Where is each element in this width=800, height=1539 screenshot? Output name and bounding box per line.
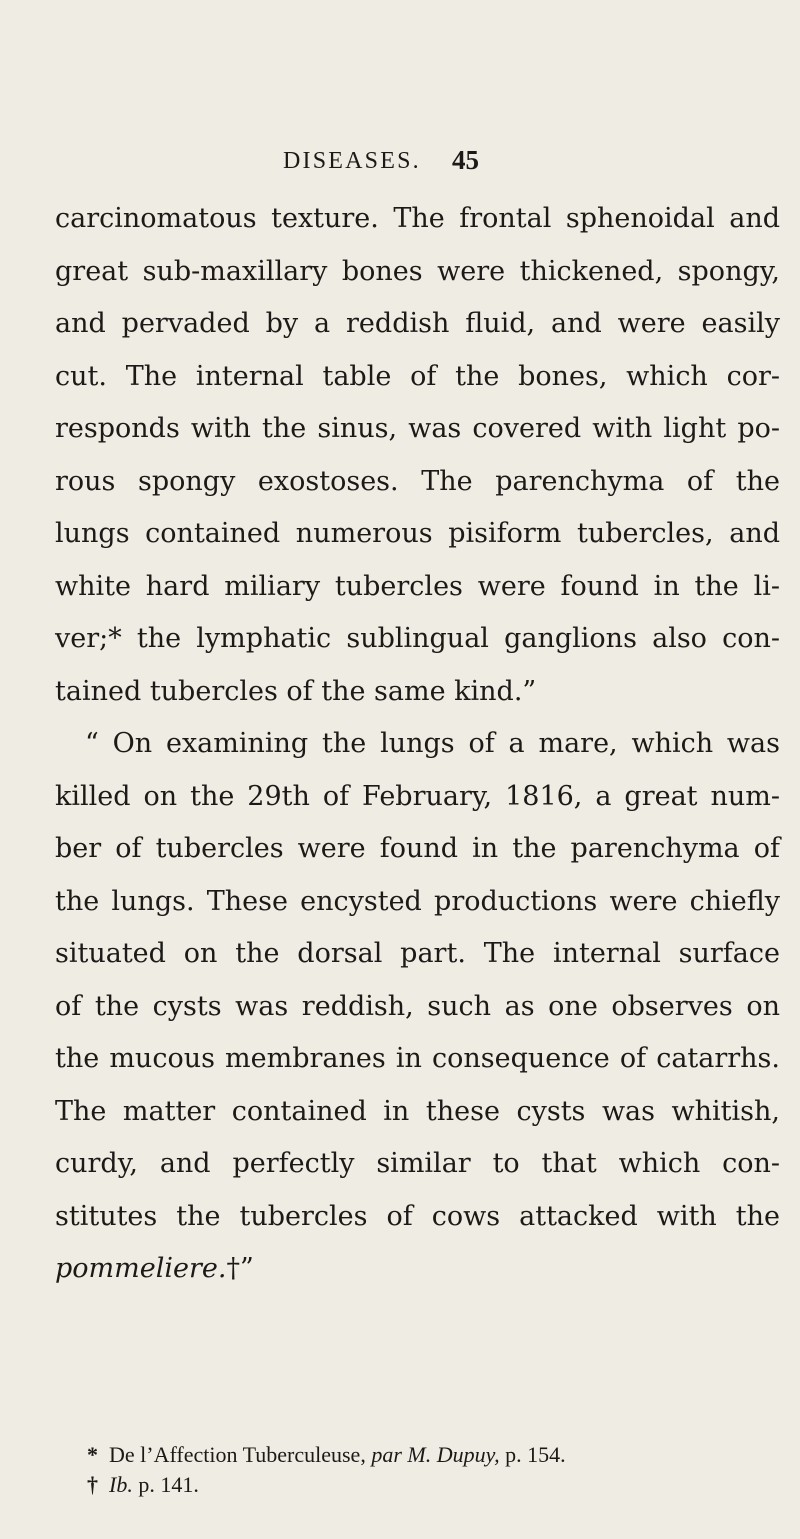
footnote-italic: Ib. bbox=[109, 1472, 133, 1497]
page-number: 45 bbox=[452, 145, 479, 175]
text-line: white hard miliary tubercles were found in the li- bbox=[55, 570, 780, 602]
footnote-text: De l’Affection Tuberculeuse, bbox=[109, 1442, 372, 1467]
text-line: and pervaded by a reddish fluid, and were easily bbox=[55, 308, 780, 339]
text-line: carcinomatous texture. The frontal sphenoidal and bbox=[55, 203, 780, 234]
running-head bbox=[0, 145, 800, 188]
text-line: ver;* the lymphatic sublingual ganglions also con- bbox=[55, 623, 780, 654]
body-text bbox=[55, 193, 780, 1296]
footnote-mark: † bbox=[87, 1472, 98, 1497]
footnote-reference: †” bbox=[226, 1253, 254, 1284]
footnote-italic: par M. Dupuy, bbox=[371, 1442, 500, 1467]
text-line: great sub-maxillary bones were thickened, spongy, bbox=[55, 255, 780, 287]
footnotes bbox=[87, 1440, 767, 1500]
text-line: lungs contained numerous pisiform tubercles, and bbox=[55, 518, 780, 549]
text-line: the mucous membranes in consequence of catarrhs. bbox=[55, 1043, 780, 1074]
text-line: ber of tubercles were found in the parenchyma of bbox=[55, 833, 780, 864]
text-line: stitutes the tubercles of cows attacked with the bbox=[55, 1200, 780, 1232]
footnote-text: p. 154. bbox=[499, 1442, 566, 1467]
text-line: The matter contained in these cysts was whitish, bbox=[55, 1095, 780, 1127]
italic-term: pommeliere. bbox=[55, 1253, 227, 1284]
footnote-2 bbox=[87, 1470, 767, 1500]
text-line: of the cysts was reddish, such as one observes on bbox=[55, 990, 780, 1022]
text-line: tained tubercles of the same kind.” bbox=[55, 675, 537, 707]
footnote-text: p. 141. bbox=[132, 1472, 199, 1497]
footnote-1 bbox=[87, 1440, 767, 1470]
final-text-line bbox=[55, 1243, 780, 1296]
running-title: DISEASES. bbox=[283, 148, 421, 174]
text-line: the lungs. These encysted productions were chiefly bbox=[55, 885, 780, 917]
text-line: killed on the 29th of February, 1816, a great num- bbox=[55, 780, 780, 812]
footnote-mark: * bbox=[87, 1442, 98, 1467]
text-line: responds with the sinus, was covered with light po- bbox=[55, 413, 780, 444]
paragraph-start-line: “ On examining the lungs of a mare, which was bbox=[85, 728, 780, 759]
text-line: rous spongy exostoses. The parenchyma of the bbox=[55, 465, 780, 497]
text-line: curdy, and perfectly similar to that which con- bbox=[55, 1148, 780, 1179]
text-line: situated on the dorsal part. The internal surface bbox=[55, 938, 780, 969]
text-line: cut. The internal table of the bones, which cor- bbox=[55, 360, 780, 392]
